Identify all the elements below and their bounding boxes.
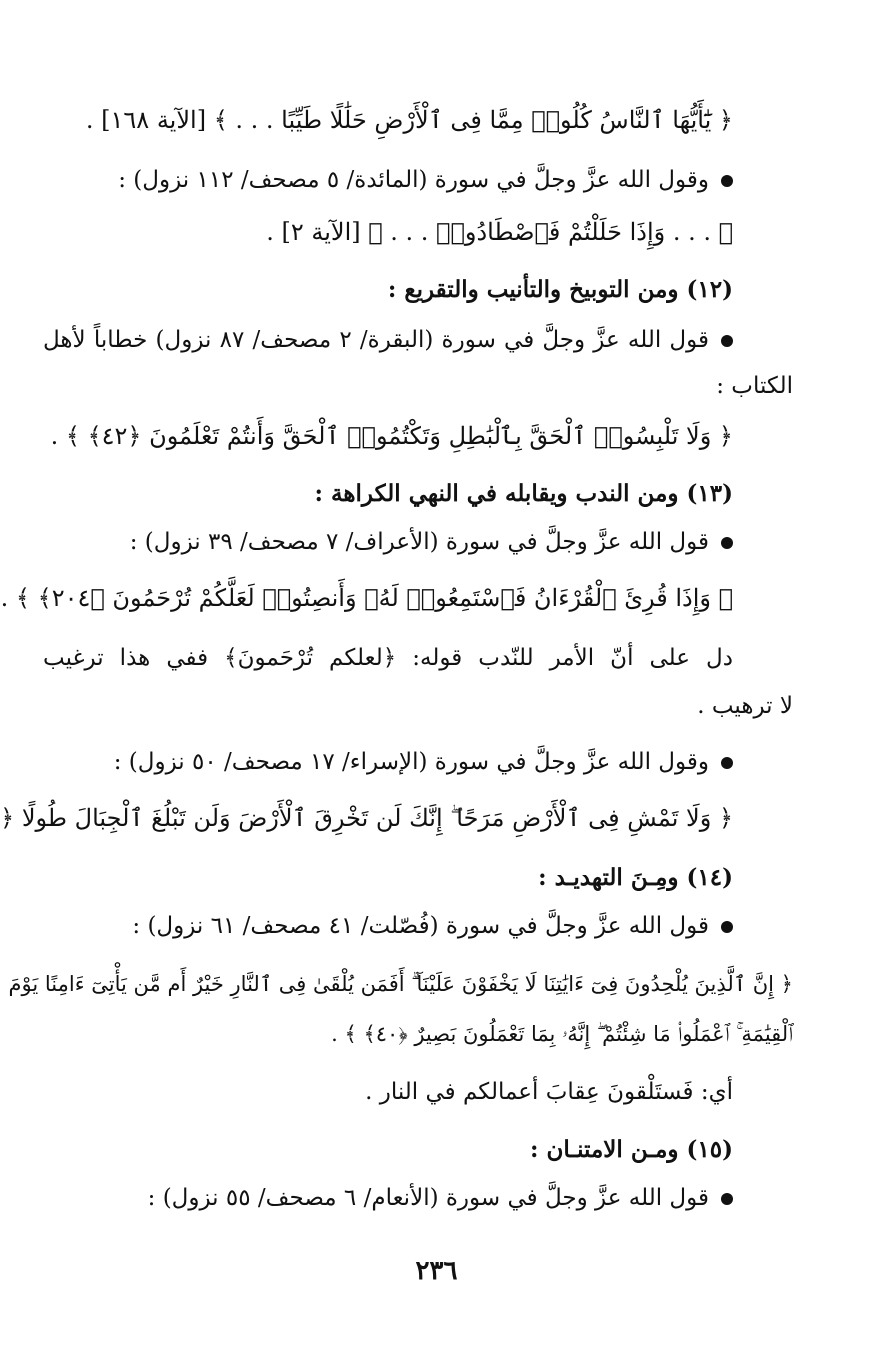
- quran-verse-line: ﴿ . . . وَإِذَا حَلَلْتُمْ فَٱصْطَادُوا۟ . . . ﴾ [الآية ٢] .: [266, 218, 733, 246]
- bullet-item: قول الله عزَّ وجلَّ في سورة (البقرة/ ٢ مصحف/ ٨٧ نزول) خطاباً لأهل: [43, 320, 733, 360]
- section-heading: (١٢) ومن التوبيخ والتأنيب والتقريع :: [387, 276, 733, 303]
- bullet-item: قول الله عزَّ وجلَّ في سورة (الأنعام/ ٦ مصحف/ ٥٥ نزول) :: [148, 1178, 733, 1218]
- bullet-icon: [721, 537, 733, 549]
- quran-verse-line: ٱلْقِيَٰمَةِ ۚ ٱعْمَلُوا۟ مَا شِئْتُمْ ۖ إِنَّهُۥ بِمَا تَعْمَلُونَ بَصِيرٌ ﴿٤٠﴾ ﴾ .: [331, 1022, 793, 1046]
- body-text-line: لا ترهيب .: [697, 693, 793, 719]
- section-heading: (١٣) ومن الندب ويقابله في النهي الكراهة :: [314, 480, 733, 507]
- body-text-line: الكتاب :: [716, 373, 793, 399]
- quran-verse-line: ﴿ وَلَا تَلْبِسُوا۟ ٱلْحَقَّ بِٱلْبَٰطِلِ وَتَكْتُمُوا۟ ٱلْحَقَّ وَأَنتُمْ تَعْلَمُونَ ﴿٤٢﴾ ﴾ .: [50, 422, 733, 450]
- quran-verse-line: ﴿ يَٰٓأَيُّهَا ٱلنَّاسُ كُلُوا۟ مِمَّا فِى ٱلْأَرْضِ حَلَٰلًا طَيِّبًا . . . ﴾ [الآية ١٦٨] .: [85, 106, 733, 134]
- bullet-item: قول الله عزَّ وجلَّ في سورة (فُصّلت/ ٤١ مصحف/ ٦١ نزول) :: [132, 906, 733, 946]
- page-number: ٢٣٦: [415, 1256, 458, 1286]
- bullet-item: قول الله عزَّ وجلَّ في سورة (الأعراف/ ٧ مصحف/ ٣٩ نزول) :: [130, 522, 733, 562]
- bullet-icon: [721, 1193, 733, 1205]
- body-text-line: دل على أنّ الأمر للنّدب قوله: ﴿لعلكم تُرْحَمونَ﴾ ففي هذا ترغيب: [43, 645, 733, 671]
- quran-verse-line: ﴿ وَإِذَا قُرِئَ ٱلْقُرْءَانُ فَٱسْتَمِعُوا۟ لَهُۥ وَأَنصِتُوا۟ لَعَلَّكُمْ تُرْحَمُونَ ﴿٢٠٤﴾ ﴾ .: [0, 584, 733, 612]
- quran-verse-line: ﴿ وَلَا تَمْشِ فِى ٱلْأَرْضِ مَرَحًا ۖ إِنَّكَ لَن تَخْرِقَ ٱلْأَرْضَ وَلَن تَبْلُغَ ٱلْجِبَالَ طُولًا ﴿: [0, 804, 733, 832]
- bullet-icon: [721, 175, 733, 187]
- bullet-item: وقول الله عزَّ وجلَّ في سورة (المائدة/ ٥ مصحف/ ١١٢ نزول) :: [118, 160, 733, 200]
- bullet-item: وقول الله عزَّ وجلَّ في سورة (الإسراء/ ١٧ مصحف/ ٥٠ نزول) :: [114, 742, 733, 782]
- bullet-icon: [721, 921, 733, 933]
- bullet-icon: [721, 757, 733, 769]
- section-heading: (١٤) ومِـنَ التهديـد :: [538, 864, 733, 891]
- bullet-icon: [721, 335, 733, 347]
- body-text-line: أي: فَستَلْقونَ عِقابَ أعمالكم في النار .: [365, 1079, 733, 1105]
- section-heading: (١٥) ومـن الامتنـان :: [529, 1136, 733, 1163]
- quran-verse-line: ﴿ إِنَّ ٱلَّذِينَ يُلْحِدُونَ فِىٓ ءَايَٰتِنَا لَا يَخْفَوْنَ عَلَيْنَآ ۗ أَفَمَن يُلْقَىٰ فِى ٱلنَّارِ خَيْرٌ أَم مَّن يَأْتِىٓ ءَامِنًا يَوْمَ: [8, 972, 793, 996]
